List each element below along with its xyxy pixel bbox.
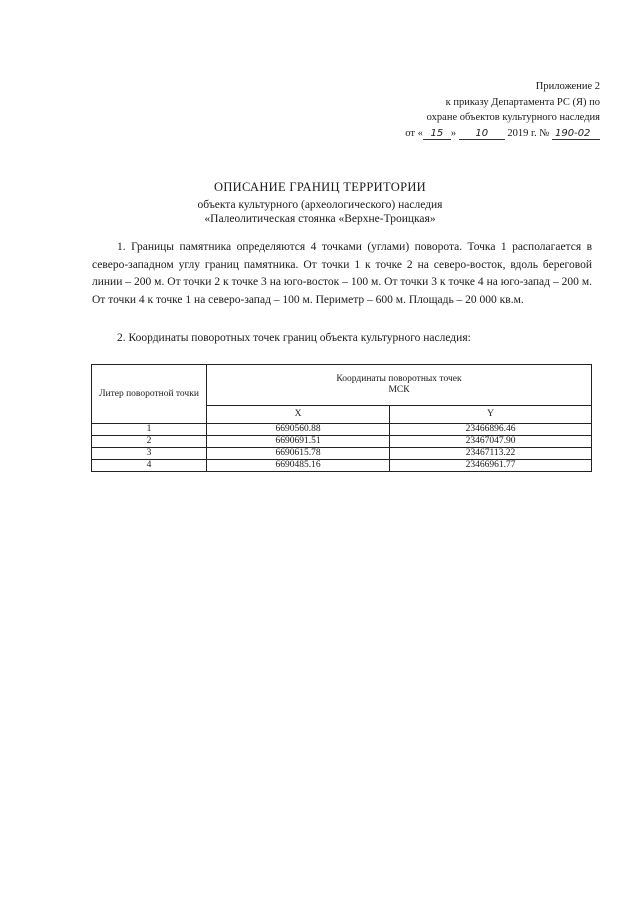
cell-point: 2 [92,436,207,448]
handwritten-month: 10 [459,128,505,140]
header-x: X [207,405,390,423]
cell-y: 23467047.90 [390,436,592,448]
table-row [92,460,592,472]
cell-x: 6690615.78 [207,448,390,460]
header-coordinates [207,365,592,406]
handwritten-number: 190-02 [552,128,600,140]
cell-point: 4 [92,460,207,472]
cell-x: 6690560.88 [207,424,390,436]
cell-x: 6690691.51 [207,436,390,448]
document-title: ОПИСАНИЕ ГРАНИЦ ТЕРРИТОРИИ [214,180,426,194]
cell-y: 23467113.22 [390,448,592,460]
annex-date-line [340,126,600,142]
header-y: Y [390,405,592,423]
annex-title: Приложение 2 [535,81,600,92]
cell-y: 23466896.46 [390,424,592,436]
header-coordinates-title: Координаты поворотных точек [336,373,462,384]
year-and-number-label: 2019 г. № [507,127,550,139]
header-point-letter: Литер поворотной точки [92,365,207,424]
coordinates-table [91,364,592,472]
date-close-quote: » [450,127,457,139]
annex-department-line: охране объектов культурного наследия [426,112,600,123]
document-subtitle-name: «Палеолитическая стоянка «Верхне-Троицкая» [204,213,436,225]
cell-y: 23466961.77 [390,460,592,472]
date-prefix: от « [405,127,423,139]
annex-header [340,79,600,141]
cell-point: 1 [92,424,207,436]
coordinates-paragraph: 2. Координаты поворотных точек границ объекта культурного наследия: [117,332,471,344]
cell-point: 3 [92,448,207,460]
table-row [92,448,592,460]
handwritten-day: 15 [423,128,451,140]
header-coordinates-system: МСК [388,384,410,395]
boundaries-paragraph: 1. Границы памятника определяются 4 точками (углами) поворота. Точка 1 располагается в северо-западном углу границ памятника. От точки 1 к точке 2 на северо-восток, вдоль береговой линии – 200 м. От точки 2 к точке 3 на юго-восток – 100 м. От точки 3 к точке 4 на юго-запад – 200 м. От точки 4 к точке 1 на северо-запад – 100 м. Периметр – 600 м. Площадь – 20 000 кв.м. [92,241,592,306]
document-subtitle-object: объекта культурного (археологического) наследия [197,199,443,211]
table-row [92,436,592,448]
table-row [92,424,592,436]
cell-x: 6690485.16 [207,460,390,472]
annex-order-line: к приказу Департамента РС (Я) по [445,96,600,108]
